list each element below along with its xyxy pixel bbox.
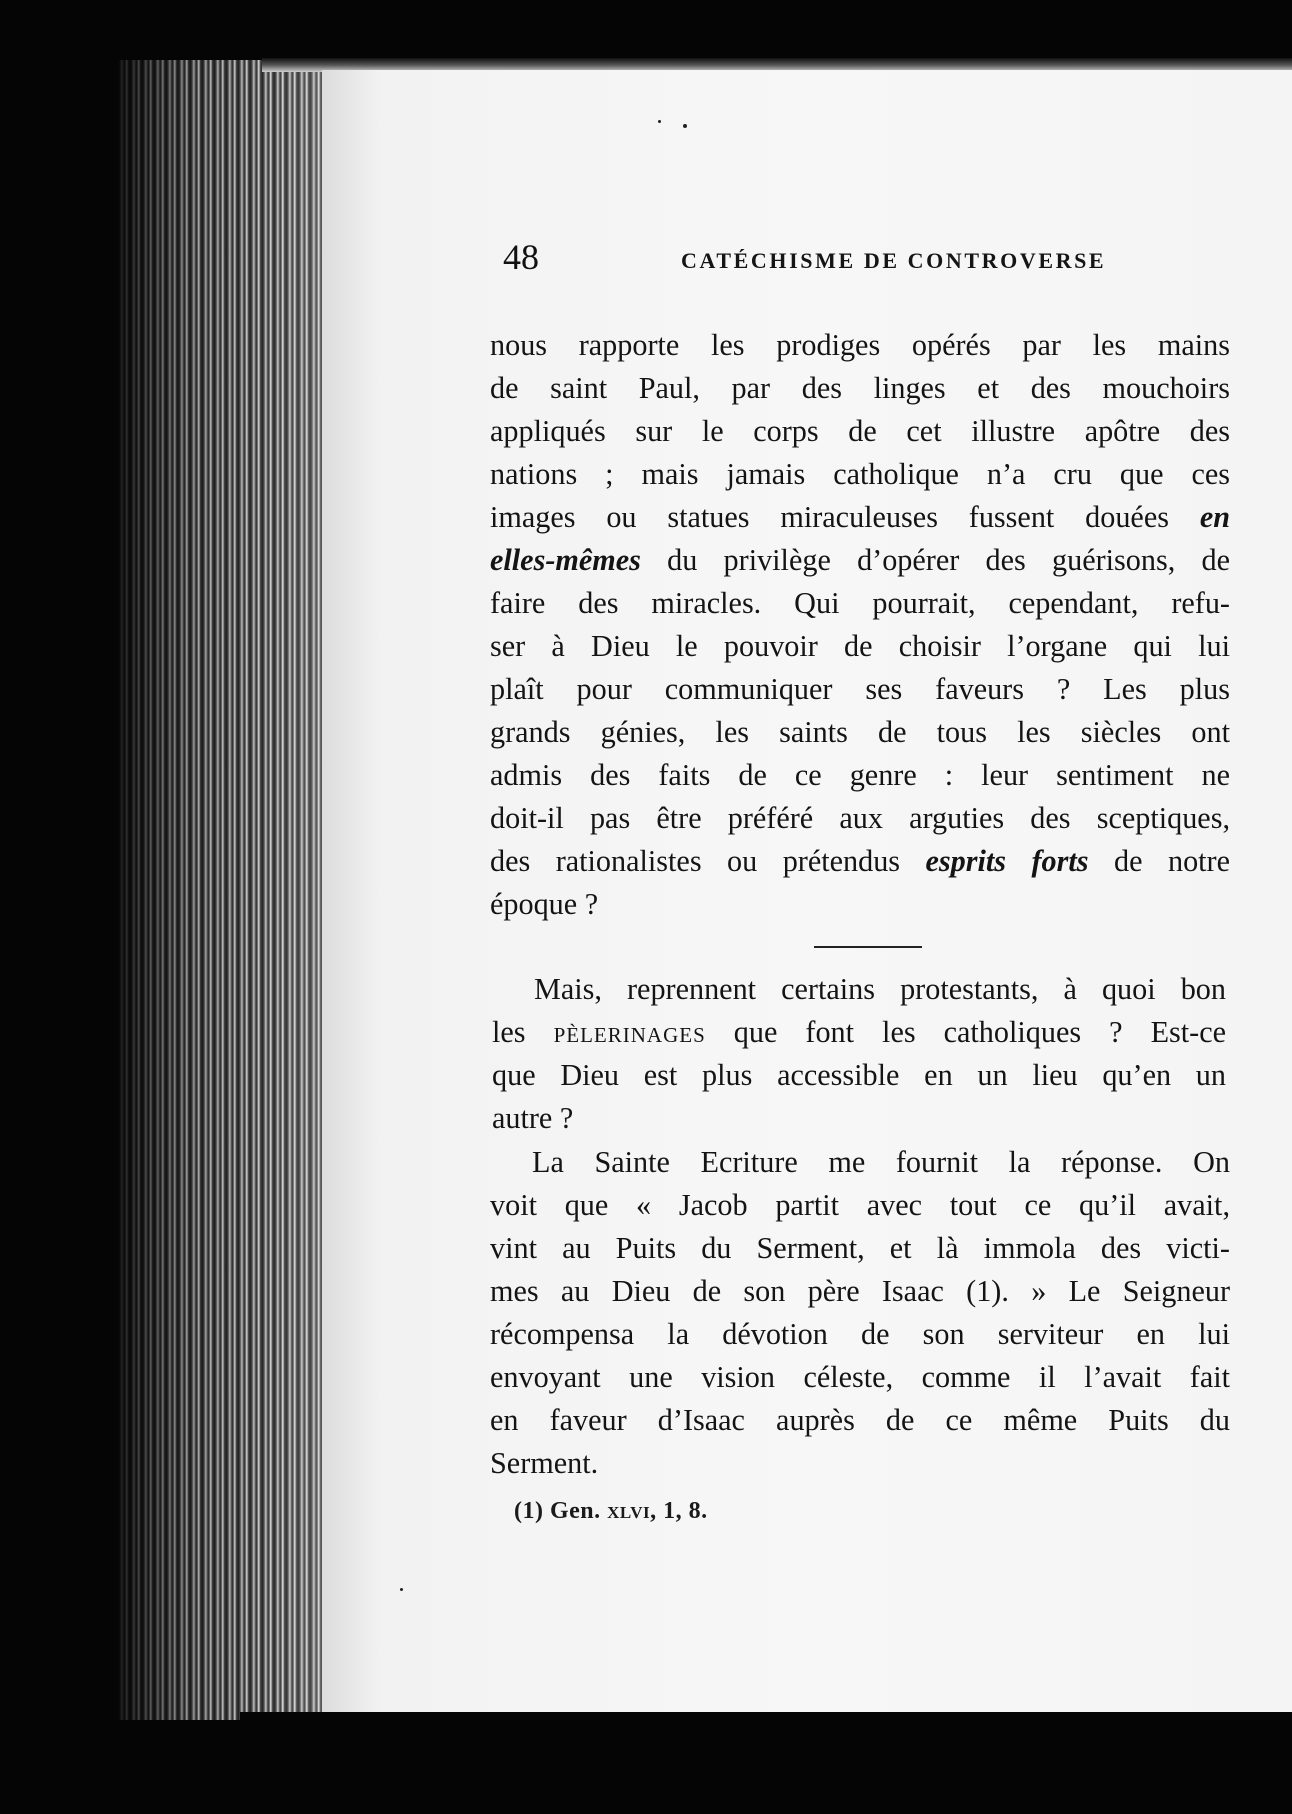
footnote-abbrev: Gen. (549, 1498, 601, 1524)
text-line: plaît pour communiquer ses faveurs ? Les plus (490, 672, 1230, 706)
paragraph-2 (492, 968, 1226, 1140)
text-line: que Dieu est plus accessible en un lieu qu’en un (492, 1058, 1226, 1092)
text-line: ser à Dieu le pouvoir de choisir l’organe qui lui (490, 629, 1230, 663)
text-line (490, 539, 1230, 582)
text-segment: des rationalistes ou prétendus (490, 844, 901, 878)
page-header (503, 236, 1129, 286)
text-line: autre ? (492, 1101, 574, 1135)
italic-text: esprits forts (925, 844, 1089, 878)
text-line: grands génies, les saints de tous les siècles ont (490, 715, 1230, 749)
text-segment: que font les catholiques ? Est-ce (733, 1015, 1226, 1049)
footnote-verses: , 1, 8. (650, 1498, 708, 1524)
footnote (514, 1498, 708, 1525)
paragraph-1 (490, 324, 1230, 926)
page-bottom-margin (240, 1712, 1292, 1814)
text-line (492, 1011, 1226, 1054)
text-line: nations ; mais jamais catholique n’a cru que ces (490, 457, 1230, 491)
text-line: faire des miracles. Qui pourrait, cependant, refu- (490, 586, 1230, 620)
text-line: en faveur d’Isaac auprès de ce même Puits du (490, 1403, 1230, 1437)
page-edges (118, 60, 338, 1720)
text-line: de saint Paul, par des linges et des mouchoirs (490, 371, 1230, 405)
text-line: vint au Puits du Serment, et là immola des victi- (490, 1231, 1230, 1265)
small-caps-text: pèlerinages (553, 1015, 706, 1049)
italic-text: elles-mêmes (490, 543, 641, 577)
footnote-marker: (1) (514, 1498, 544, 1524)
text-line: Mais, reprennent certains protestants, à quoi bon (534, 972, 1226, 1006)
text-line: doit-il pas être préféré aux arguties des sceptiques, (490, 801, 1230, 835)
dust-speck (400, 1588, 403, 1591)
dust-speck (683, 124, 687, 128)
dust-speck (658, 120, 661, 123)
page-number: 48 (503, 237, 539, 277)
text-line (490, 840, 1230, 883)
text-line: admis des faits de ce genre : leur sentiment ne (490, 758, 1230, 792)
text-line: La Sainte Ecriture me fournit la réponse. On (532, 1145, 1230, 1179)
italic-text: en (1199, 500, 1230, 534)
text-line: Serment. (490, 1446, 599, 1480)
section-separator (814, 946, 922, 948)
text-segment: images ou statues miraculeuses fussent douées (490, 500, 1169, 534)
text-line: récompensa la dévotion de son serviteur en lui (490, 1317, 1230, 1351)
text-line: nous rapporte les prodiges opérés par les mains (490, 328, 1230, 362)
text-segment: du privilège d’opérer des guérisons, de (667, 543, 1230, 577)
running-title: CATÉCHISME DE CONTROVERSE (681, 248, 1107, 273)
text-line: époque ? (490, 887, 599, 921)
text-line: mes au Dieu de son père Isaac (1). » Le Seigneur (490, 1274, 1230, 1308)
text-line: envoyant une vision céleste, comme il l’avait fait (490, 1360, 1230, 1394)
text-segment: de notre (1114, 844, 1231, 878)
text-line (490, 496, 1230, 539)
text-segment: les (492, 1015, 526, 1049)
paragraph-3 (490, 1141, 1230, 1485)
footnote-chapter: xlvi (607, 1498, 651, 1524)
text-line: appliqués sur le corps de cet illustre apôtre des (490, 414, 1230, 448)
text-line: voit que « Jacob partit avec tout ce qu’il avait, (490, 1188, 1230, 1222)
